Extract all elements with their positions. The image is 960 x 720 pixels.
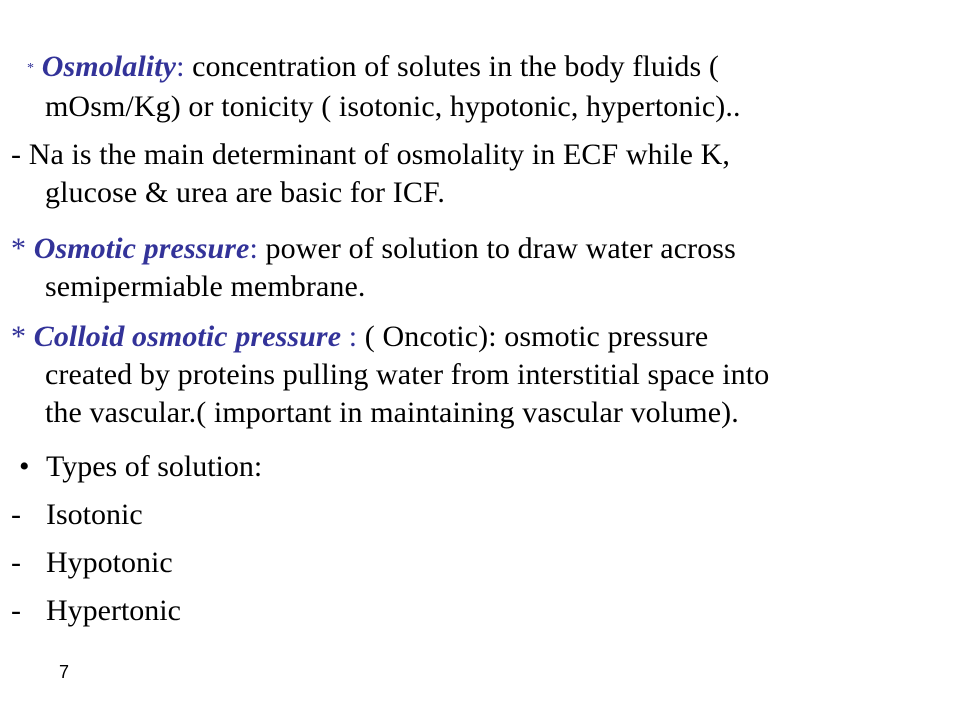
osmotic-pressure-definition: power of solution to draw water across	[257, 232, 736, 265]
osmolality-definition: concentration of solutes in the body fluids (	[184, 50, 719, 83]
sodium-line: - Na is the main determinant of osmolality in ECF while K,	[11, 138, 731, 171]
colloid-definition-line3: the vascular.( important in maintaining vascular volume).	[45, 396, 739, 429]
dash-marker: -	[11, 498, 21, 531]
solution-item-hypotonic	[11, 544, 173, 582]
types-of-solution-label: Types of solution:	[46, 450, 263, 483]
solution-label: Hypertonic	[46, 594, 181, 627]
osmotic-star: *	[11, 232, 34, 265]
osmotic-colon: :	[249, 232, 258, 265]
osmolality-term: Osmolality	[41, 50, 177, 83]
osmotic-pressure-definition-continued: semipermiable membrane.	[45, 270, 366, 303]
solution-label: Isotonic	[46, 498, 143, 531]
colloid-osmotic-pressure-term: Colloid osmotic pressure	[33, 320, 342, 353]
osmolality-star: *	[27, 61, 35, 76]
solution-item-hypertonic	[11, 592, 181, 630]
osmotic-pressure-term: Osmotic pressure	[33, 232, 250, 265]
solution-label: Hypotonic	[46, 546, 173, 579]
colloid-definition-line2: created by proteins pulling water from interstitial space into	[45, 358, 770, 391]
osmotic-pressure-paragraph	[11, 230, 941, 306]
colloid-star: *	[11, 320, 34, 353]
page-number: 7	[59, 662, 70, 682]
bullet-icon: •	[19, 450, 30, 483]
colloid-definition: ( Oncotic): osmotic pressure	[357, 320, 709, 353]
dash-marker: -	[11, 594, 21, 627]
osmolality-paragraph	[11, 48, 941, 126]
colloid-colon: :	[341, 320, 358, 353]
osmolality-colon: :	[176, 50, 185, 83]
sodium-paragraph	[11, 136, 941, 212]
sodium-line-continued: glucose & urea are basic for ICF.	[45, 176, 445, 209]
solution-item-isotonic	[11, 496, 143, 534]
dash-marker: -	[11, 546, 21, 579]
osmolality-definition-continued: mOsm/Kg) or tonicity ( isotonic, hypotonic, hypertonic)..	[45, 90, 741, 123]
types-of-solution-item	[11, 448, 262, 486]
colloid-osmotic-pressure-paragraph	[11, 318, 941, 432]
